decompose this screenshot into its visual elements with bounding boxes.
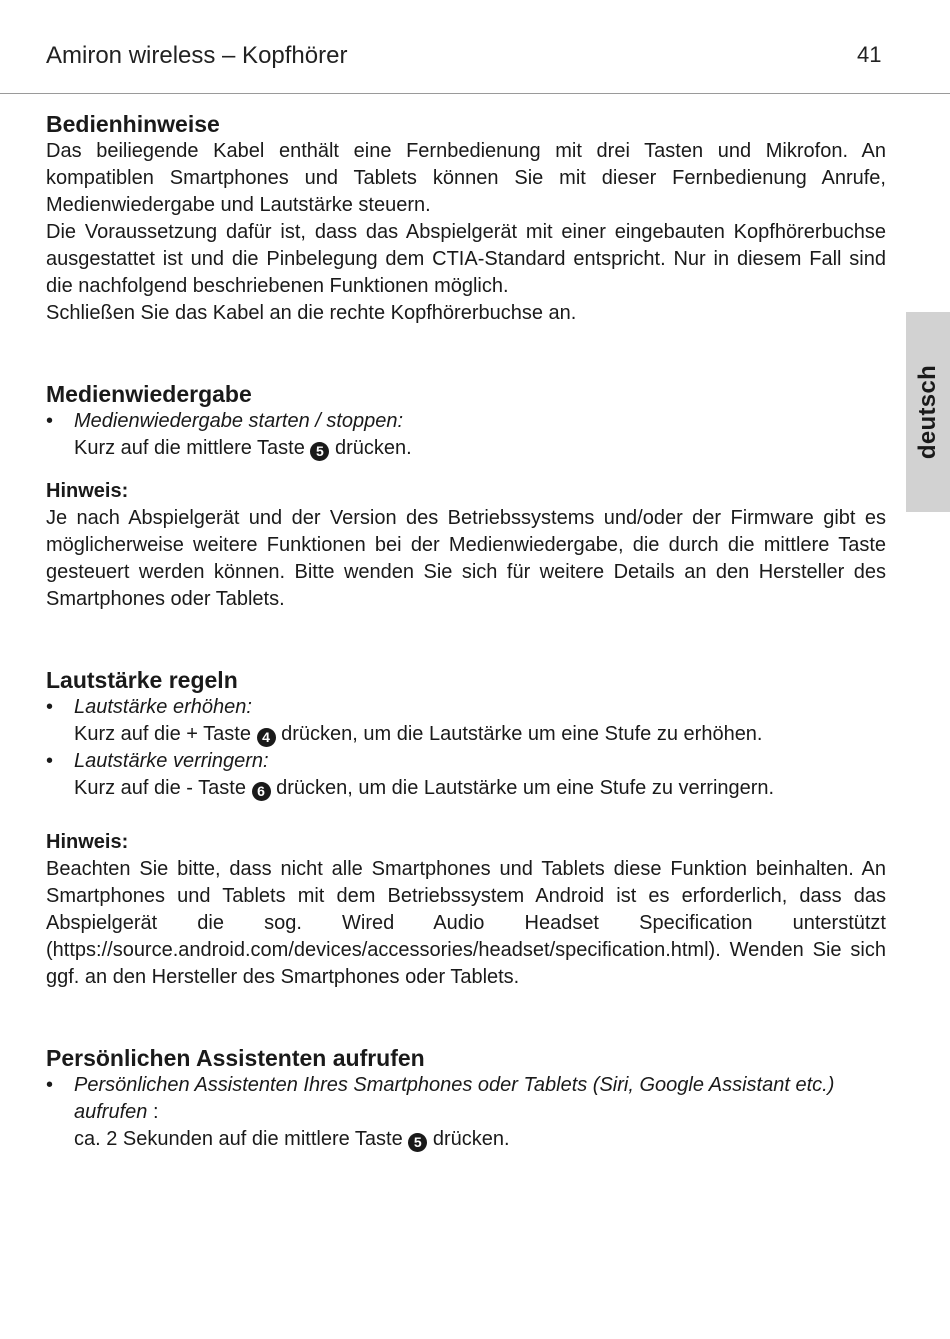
bullet-title-colon: : <box>147 1101 159 1123</box>
bullet-title: Persönlichen Assistenten Ihres Smartphones oder Tablets (Siri, Google Assistant etc.) aufrufen <box>74 1074 835 1123</box>
instruction-text: drücken, um die Lautstärke um eine Stufe zu erhöhen. <box>281 723 763 745</box>
section-heading: Medienwiedergabe <box>46 381 252 407</box>
bullet-instruction <box>74 435 886 462</box>
page-header <box>0 0 950 94</box>
bullet-title: • Medienwiedergabe starten / stoppen: <box>74 410 404 432</box>
bullet-title: • Lautstärke erhöhen: <box>74 696 252 718</box>
bullet-title-line <box>74 1072 886 1126</box>
paragraph: Das beiliegende Kabel enthält eine Fernbedienung mit drei Tasten und Mikrofon. An kompatiblen Smartphones und Tablets können Sie mit dieser Fernbedienung Anrufe, Medienwiedergabe und Lautstärke steuern. <box>46 140 886 216</box>
list-item <box>46 408 886 462</box>
paragraph: Schließen Sie das Kabel an die rechte Kopfhörerbuchse an. <box>46 302 577 324</box>
section-heading: Persönlichen Assistenten aufrufen <box>46 1045 425 1071</box>
section-heading: Bedienhinweise <box>46 111 220 137</box>
hint-text: Je nach Abspielgerät und der Version des Betriebssystems und/oder der Firmware gibt es möglicherweise weitere Funktionen bei der Medienwiedergabe, die durch die mittlere Taste gesteuert werden können. Bitte wenden Sie sich für weitere Details an den Hersteller des Smartphones oder Tablets. <box>46 507 886 610</box>
key-6-icon: 6 <box>252 782 271 801</box>
list-item <box>46 748 886 802</box>
hint-text: Beachten Sie bitte, dass nicht alle Smartphones und Tablets diese Funktion beinhalten. An Smartphones und Tablets mit dem Betriebssystem Android ist es erforderlich, dass das Abspielgerät die sog. Wired Audio Headset Specification unterstützt (https://source.android.com/devices/accessories/headset/specification.html). Wenden Sie sich ggf. an den Hersteller des Smartphones oder Tablets. <box>46 858 886 988</box>
hint-label: Hinweis: <box>46 480 129 502</box>
page-content <box>46 111 886 1153</box>
section-medienwiedergabe <box>46 381 886 613</box>
page-number: 41 <box>857 42 882 67</box>
key-5-icon: 5 <box>408 1133 427 1152</box>
instruction-text: drücken. <box>334 437 412 459</box>
section-heading: Lautstärke regeln <box>46 667 238 693</box>
section-assistent <box>46 1045 886 1153</box>
bullet-instruction <box>74 721 886 748</box>
instruction-text: Kurz auf die - Taste <box>74 777 246 799</box>
list-item <box>46 694 886 748</box>
bullet-instruction <box>74 1126 886 1153</box>
key-4-icon: 4 <box>257 728 276 747</box>
hint-label: Hinweis: <box>46 831 129 853</box>
instruction-text: Kurz auf die + Taste <box>74 723 251 745</box>
section-lautstaerke <box>46 667 886 991</box>
list-item <box>46 1072 886 1153</box>
instruction-text: drücken. <box>432 1128 510 1150</box>
language-tab-label: deutsch <box>914 364 941 460</box>
instruction-text: ca. 2 Sekunden auf die mittlere Taste <box>74 1128 403 1150</box>
section-bedienhinweise <box>46 111 886 327</box>
bullet-title: • Lautstärke verringern: <box>74 750 269 772</box>
instruction-text: Kurz auf die mittlere Taste <box>74 437 305 459</box>
instruction-text: drücken, um die Lautstärke um eine Stufe zu verringern. <box>276 777 775 799</box>
key-5-icon: 5 <box>310 442 329 461</box>
paragraph: Die Voraussetzung dafür ist, dass das Abspielgerät mit einer eingebauten Kopfhörerbuchse ausgestattet ist und die Pinbelegung dem CTIA-Standard entspricht. Nur in diesem Fall sind die nachfolgend beschriebenen Funktionen möglich. <box>46 221 886 297</box>
document-title: Amiron wireless – Kopfhörer <box>46 42 348 69</box>
language-tab <box>906 312 950 512</box>
bullet-instruction <box>74 775 886 802</box>
